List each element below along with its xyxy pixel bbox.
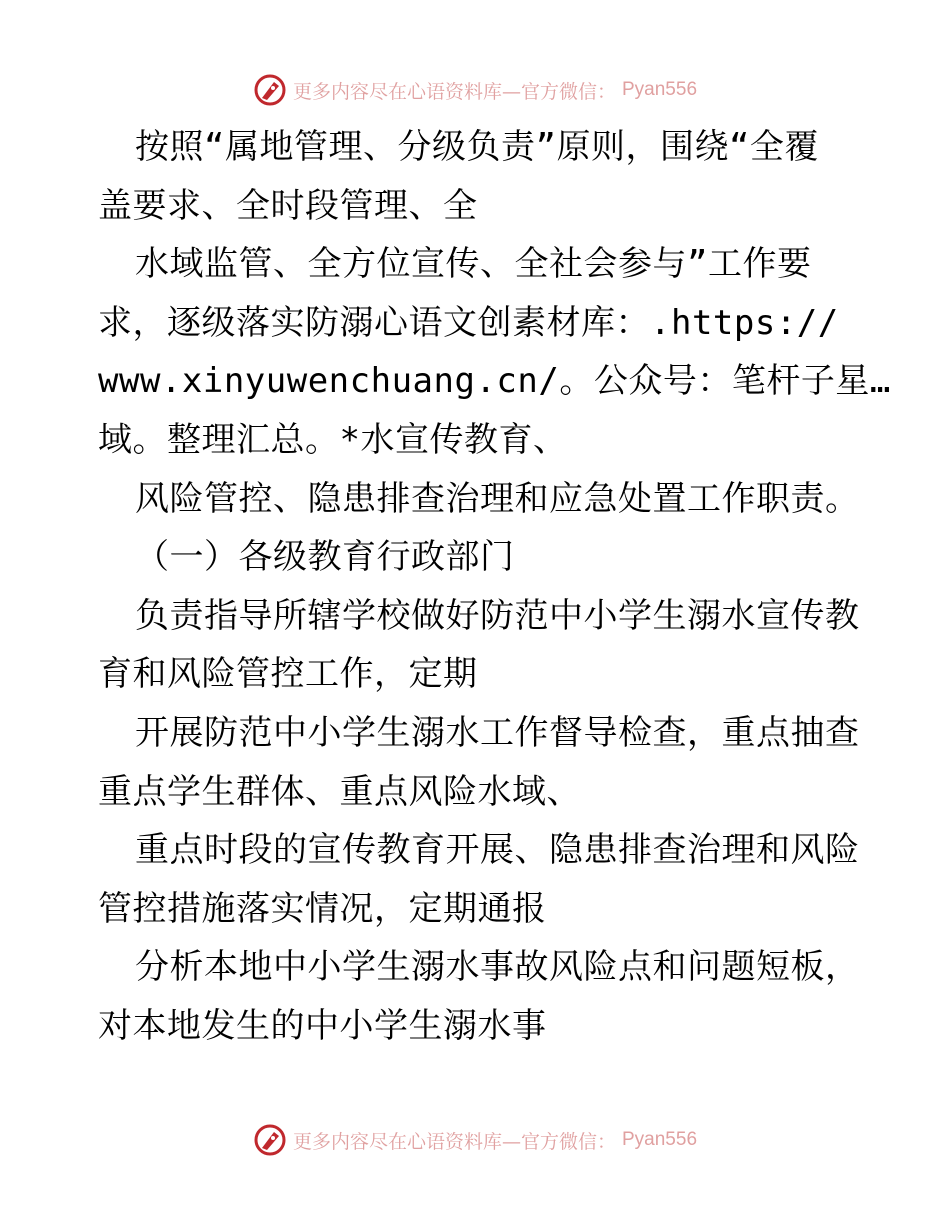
text-line: 负责指导所辖学校做好防范中小学生溺水宣传教 <box>135 595 860 636</box>
text-line: 盖要求、全时段管理、全 <box>98 185 478 226</box>
section-heading: （一）各级教育行政部门 <box>135 537 515 578</box>
text-line: 重点学生群体、重点风险水域、 <box>98 771 581 812</box>
text-line: 风险管控、隐患排查治理和应急处置工作职责。 <box>135 478 860 519</box>
pen-nib-logo-icon <box>253 73 287 107</box>
text-line: 域。整理汇总。*水宣传教育、 <box>98 419 568 460</box>
pen-nib-logo-icon <box>253 1123 287 1157</box>
text-line: www.xinyuwenchuang.cn/。公众号：笔杆子星… <box>98 361 891 402</box>
text-line: 按照“属地管理、分级负责”原则，围绕“全覆 <box>135 127 819 167</box>
header-banner-text: 更多内容尽在心语资料库—官方微信： <box>292 80 616 103</box>
header-banner <box>0 70 950 110</box>
text-line: 管控措施落实情况，定期通报 <box>98 888 547 929</box>
text-line: 分析本地中小学生溺水事故风险点和问题短板， <box>135 947 860 988</box>
text-line: 开展防范中小学生溺水工作督导检查，重点抽查 <box>135 712 860 753</box>
header-banner-wechat-id: Pyan556 <box>622 79 698 100</box>
text-line: 对本地发生的中小学生溺水事 <box>98 1005 547 1046</box>
footer-banner-wechat-id: Pyan556 <box>622 1129 698 1150</box>
document-body <box>98 118 891 1056</box>
text-line: 求，逐级落实防溺心语文创素材库：.https:// <box>98 302 839 343</box>
text-line: 育和风险管控工作，定期 <box>98 654 478 695</box>
text-line: 水域监管、全方位宣传、全社会参与”工作要 <box>135 244 812 285</box>
footer-banner-text: 更多内容尽在心语资料库—官方微信： <box>292 1130 616 1153</box>
text-line: 重点时段的宣传教育开展、隐患排查治理和风险 <box>135 830 860 871</box>
footer-banner <box>0 1120 950 1160</box>
